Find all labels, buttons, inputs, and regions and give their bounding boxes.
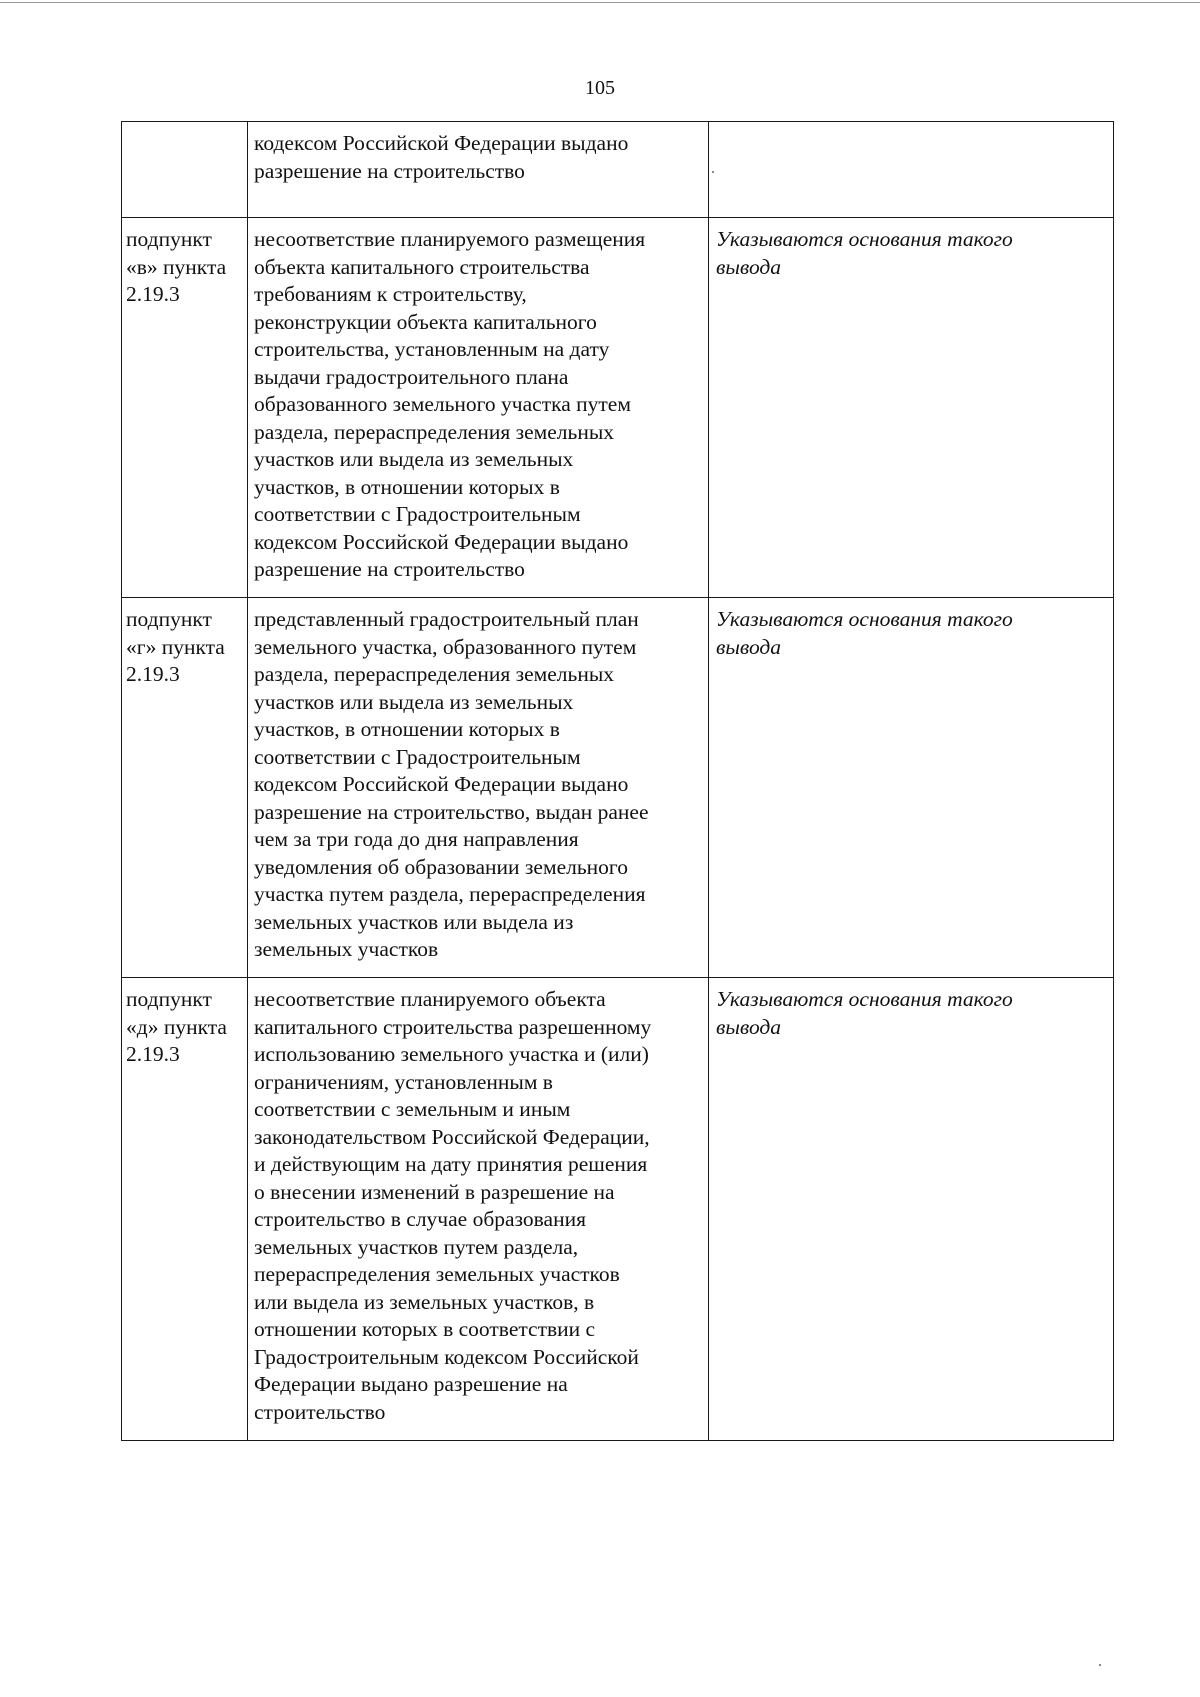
subclause-reference-cell <box>122 978 248 1441</box>
text-line: перераспределения земельных участков <box>254 1262 620 1286</box>
text-line: 2.19.3 <box>126 1042 180 1066</box>
text-line: кодексом Российской Федерации выдано <box>254 131 629 155</box>
scan-speck <box>712 171 714 173</box>
table-row <box>122 218 1114 598</box>
text-line: капитального строительства разрешенному <box>254 1014 652 1039</box>
text-line: земельных участков <box>254 937 439 961</box>
text-line: представленный градостроительный план <box>254 607 639 631</box>
text-line: разрешение на строительство <box>254 158 525 183</box>
text-line: раздела, перераспределения земельных <box>254 419 615 444</box>
text-line: законодательством Российской Федерации, <box>254 1124 650 1149</box>
grounds-table <box>121 121 1114 1441</box>
text-line: соответствии с земельным и иным <box>254 1097 571 1121</box>
text-line: несоответствие планируемого размещения <box>254 227 646 251</box>
text-line: участков, в отношении которых в <box>254 717 560 741</box>
text-line: участков, в отношении которых в <box>254 474 560 499</box>
text-line: Указываются основания такого <box>716 227 1013 251</box>
text-line: «в» пункта <box>126 254 227 279</box>
text-line: земельных участков путем раздела, <box>254 1234 579 1259</box>
text-line: кодексом Российской Федерации выдано <box>254 529 629 554</box>
text-line: образованного земельного участка путем <box>254 392 631 416</box>
text-line: выдачи градостроительного плана <box>254 364 569 389</box>
text-line: соответствии с Градостроительным <box>254 744 581 769</box>
table-row <box>122 978 1114 1441</box>
text-line: Указываются основания такого <box>716 987 1013 1011</box>
text-line: строительство <box>254 1399 386 1424</box>
ground-description-cell <box>248 978 709 1441</box>
text-line: и действующим на дату принятия решения <box>254 1152 648 1176</box>
text-line: использованию земельного участка и (или) <box>254 1042 649 1066</box>
subclause-reference-cell <box>122 218 248 598</box>
text-line: вывода <box>716 254 782 279</box>
text-line: объекта капитального строительства <box>254 254 590 279</box>
subclause-reference-cell <box>122 598 248 978</box>
subclause-reference-cell <box>122 122 248 218</box>
text-line: Градостроительным кодексом Российской <box>254 1344 639 1369</box>
text-line: «г» пункта <box>126 634 225 659</box>
table-row <box>122 122 1114 218</box>
text-line: 2.19.3 <box>126 282 180 306</box>
explanation-cell <box>709 122 1114 218</box>
text-line: земельного участка, образованного путем <box>254 634 637 659</box>
text-line: строительства, установленным на дату <box>254 337 610 361</box>
text-line: подпункт <box>126 987 212 1011</box>
text-line: участков или выдела из земельных <box>254 689 574 714</box>
text-line: чем за три года до дня направления <box>254 827 579 851</box>
text-line: или выдела из земельных участков, в <box>254 1289 595 1314</box>
text-line: раздела, перераспределения земельных <box>254 662 615 686</box>
text-line: несоответствие планируемого объекта <box>254 987 606 1011</box>
text-line: ограничениям, установленным в <box>254 1069 553 1094</box>
text-line: вывода <box>716 634 782 659</box>
text-line: земельных участков или выдела из <box>254 909 574 934</box>
text-line: отношении которых в соответствии с <box>254 1317 596 1341</box>
text-line: разрешение на строительство <box>254 557 525 581</box>
explanation-cell <box>709 978 1114 1441</box>
explanation-cell <box>709 598 1114 978</box>
page-number: 105 <box>585 77 615 99</box>
text-line: уведомления об образовании земельного <box>254 854 628 879</box>
text-line: участка путем раздела, перераспределения <box>254 882 646 906</box>
text-line: участков или выдела из земельных <box>254 447 574 471</box>
text-line: реконструкции объекта капитального <box>254 309 597 334</box>
text-line: разрешение на строительство, выдан ранее <box>254 799 649 824</box>
text-line: подпункт <box>126 607 212 631</box>
scan-top-edge <box>0 2 1200 3</box>
text-line: «д» пункта <box>126 1014 227 1039</box>
ground-description-cell <box>248 598 709 978</box>
text-line: соответствии с Градостроительным <box>254 502 581 526</box>
text-line: 2.19.3 <box>126 662 180 686</box>
text-line: кодексом Российской Федерации выдано <box>254 772 629 796</box>
text-line: подпункт <box>126 227 212 251</box>
text-line: Федерации выдано разрешение на <box>254 1372 568 1396</box>
table-row <box>122 598 1114 978</box>
text-line: строительство в случае образования <box>254 1207 586 1231</box>
scan-speck <box>1099 1664 1101 1666</box>
text-line: Указываются основания такого <box>716 607 1013 631</box>
explanation-cell <box>709 218 1114 598</box>
text-line: вывода <box>716 1014 782 1039</box>
ground-description-cell <box>248 218 709 598</box>
ground-description-cell <box>248 122 709 218</box>
text-line: требованиям к строительству, <box>254 282 527 306</box>
text-line: о внесении изменений в разрешение на <box>254 1179 615 1204</box>
